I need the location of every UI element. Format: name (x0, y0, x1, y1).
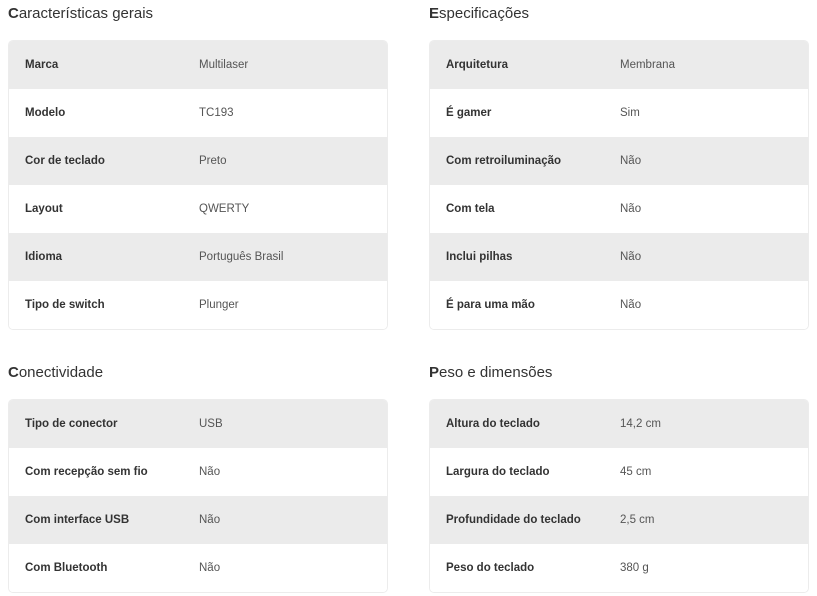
spec-value: Não (620, 155, 642, 167)
spec-key: Arquitetura (446, 59, 508, 71)
table-row (430, 137, 808, 185)
section-especificacoes (429, 0, 811, 311)
table-row (430, 281, 808, 329)
table-row (9, 185, 387, 233)
spec-value: Não (199, 466, 221, 478)
section-title: Características gerais (8, 5, 154, 22)
spec-table (429, 40, 809, 330)
spec-key: É para uma mão (446, 299, 535, 311)
spec-value: Plunger (199, 299, 239, 311)
table-row (9, 137, 387, 185)
table-row (430, 185, 808, 233)
table-row (9, 41, 387, 89)
table-row (430, 400, 808, 448)
spec-value: Membrana (620, 59, 675, 71)
table-row (430, 89, 808, 137)
table-row (9, 281, 387, 329)
section-conectividade (8, 359, 390, 574)
section-title: Especificações (429, 5, 530, 22)
spec-key: Tipo de switch (25, 299, 105, 311)
spec-value: TC193 (199, 107, 234, 119)
spec-key: Tipo de conector (25, 418, 118, 430)
table-row (430, 448, 808, 496)
spec-key: Com tela (446, 203, 495, 215)
spec-key: Profundidade do teclado (446, 514, 581, 526)
spec-value: 45 cm (620, 466, 652, 478)
spec-value: Não (199, 562, 221, 574)
section-caracteristicas-gerais (8, 0, 390, 311)
table-row (9, 233, 387, 281)
section-peso-e-dimensoes (429, 359, 811, 574)
spec-table (8, 399, 388, 593)
spec-key: Marca (25, 59, 59, 71)
spec-key: Modelo (25, 107, 66, 119)
spec-value: USB (199, 418, 223, 430)
table-row (9, 448, 387, 496)
spec-key: Altura do teclado (446, 418, 540, 430)
spec-value: 380 g (620, 562, 649, 574)
table-row (430, 544, 808, 592)
spec-table (8, 40, 388, 330)
spec-value: Português Brasil (199, 251, 284, 263)
spec-key: Com recepção sem fio (25, 466, 148, 478)
spec-key: Com retroiluminação (446, 155, 562, 167)
spec-value: Preto (199, 155, 227, 167)
section-title: Conectividade (8, 364, 104, 381)
table-row (9, 400, 387, 448)
spec-value: Não (620, 251, 642, 263)
table-row (430, 496, 808, 544)
spec-value: Sim (620, 107, 640, 119)
spec-value: Não (620, 203, 642, 215)
spec-key: É gamer (446, 107, 492, 119)
spec-key: Inclui pilhas (446, 251, 513, 263)
spec-key: Peso do teclado (446, 562, 535, 574)
spec-value: Não (620, 299, 642, 311)
spec-value: Não (199, 514, 221, 526)
table-row (9, 544, 387, 592)
spec-value: Multilaser (199, 59, 249, 71)
section-title: Peso e dimensões (429, 364, 553, 381)
spec-value: QWERTY (199, 203, 250, 215)
spec-key: Layout (25, 203, 63, 215)
spec-key: Com Bluetooth (25, 562, 108, 574)
table-row (430, 41, 808, 89)
table-row (9, 89, 387, 137)
spec-key: Largura do teclado (446, 466, 550, 478)
table-row (9, 496, 387, 544)
spec-key: Cor de teclado (25, 155, 105, 167)
spec-value: 14,2 cm (620, 418, 661, 430)
spec-key: Idioma (25, 251, 63, 263)
spec-value: 2,5 cm (620, 514, 655, 526)
table-row (430, 233, 808, 281)
spec-key: Com interface USB (25, 514, 130, 526)
spec-table (429, 399, 809, 593)
